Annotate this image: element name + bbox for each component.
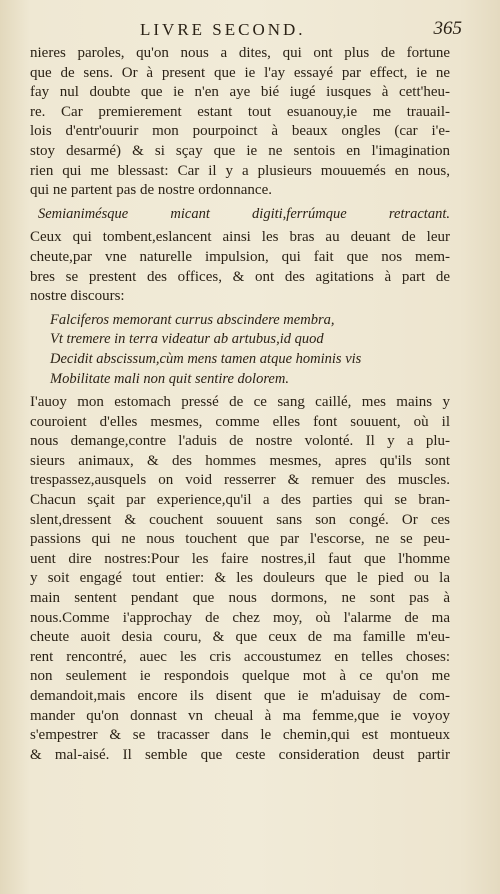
text-line: & mal-aisé. Il semble que ceste consideration deust partir [30, 746, 450, 763]
text-line: slent,dressent & couchent souuent sans son congé. Or ces [30, 511, 450, 528]
text-line: demandoit,mais encore ils disent que ie m'aduisay de com- [30, 688, 450, 704]
verse-line: Vt tremere in terra videatur ab artubus,id quod [50, 331, 324, 348]
paragraph-3 [30, 393, 450, 765]
paragraph-1 [30, 44, 450, 201]
text-line: nostre discours: [30, 288, 125, 305]
text-line: qui ne partent pas de nostre ordonnance. [30, 182, 272, 199]
text-line: rien qui me blessast: Car il y a plusieurs mouuemés en nous, [30, 162, 450, 179]
text-line: passions qui ne nous touchent que par l'escorse, ne se peu- [30, 531, 450, 548]
text-line: main sentent pendant que nous dormons, ne sont pas à [30, 590, 450, 607]
text-line: fay nul doubte que ie n'en aye bié iugé iusques à cett'heu- [30, 84, 450, 101]
text-line: nous demange,contre l'aduis de nostre volonté. Il y a plu- [30, 433, 450, 450]
text-line: cheute auoit desia couru, & que ceux de ma famille m'eu- [30, 629, 450, 646]
verse-line: Falciferos memorant currus abscindere membra, [50, 311, 335, 328]
paragraph-2 [30, 228, 450, 306]
running-head: LIVRE SECOND. [140, 20, 306, 39]
text-line: Chacun sçait par experience,qu'il a des parties qui se bran- [30, 492, 450, 509]
page-number: 365 [433, 18, 462, 39]
text-line: lois d'entr'ouurir mon pourpoinct à beaux ongles (car i'e- [30, 123, 450, 140]
text-line: s'empestrer & se tracasser dans le chemin,qui est montueux [30, 727, 450, 744]
text-line: nieres paroles, qu'on nous a dites, qui ont plus de fortune [30, 45, 450, 61]
text-line: stoy desarmé) & si sçay que ie ne sentois en l'imagination [30, 142, 450, 159]
text-line: Ceux qui tombent,eslancent ainsi les bras au deuant de leur [30, 229, 450, 246]
text-line: couroient d'elles mesmes, comme elles font souuent, où il [30, 413, 450, 430]
text-line: rent rencontré, auec les cris accoustumez en telles choses: [30, 648, 450, 665]
text-line: non seulement ie respondois quelque mot à ce qu'on me [30, 668, 450, 685]
body-text [30, 44, 450, 765]
text-line: I'auoy mon estomach pressé de ce sang caillé, mes mains y [30, 394, 450, 411]
verse-line: Decidit abscissum,cùm mens tamen atque hominis vis [50, 350, 362, 367]
text-line: re. Car premierement estant tout esuanouy,ie me trauail- [30, 103, 450, 120]
verse-line: Mobilitate mali non quit sentire dolorem. [50, 370, 289, 387]
latin-verse [30, 311, 450, 389]
text-line: y soit engagé tout entier: & les douleurs que le pied ou la [30, 570, 450, 587]
text-line: uent dire nostres:Pour les faire nostres,il faut que l'homme [30, 550, 450, 567]
text-line: mander qu'on donnast vn cheual à ma femme,que ie voyoy [30, 707, 450, 724]
text-line: cheute,par vne naturelle impulsion, qui fait que nos mem- [30, 248, 450, 265]
text-line: nous.Comme i'approchay de chez moy, où l'alarme de ma [30, 609, 450, 626]
text-line: sieurs animaux, & des hommes mesmes, apres qu'ils sont [30, 452, 450, 469]
latin-quote: Semianimésque micant digiti,ferrúmque retractant. [38, 205, 450, 222]
page-header [140, 18, 462, 46]
text-line: trespassez,ausquels on void resserrer & remuer des muscles. [30, 472, 450, 489]
text-line: que de sens. Or à present que ie l'ay essayé par effect, ie ne [30, 64, 450, 81]
text-line: bres se prestent des offices, & ont des agitations à part de [30, 268, 450, 285]
